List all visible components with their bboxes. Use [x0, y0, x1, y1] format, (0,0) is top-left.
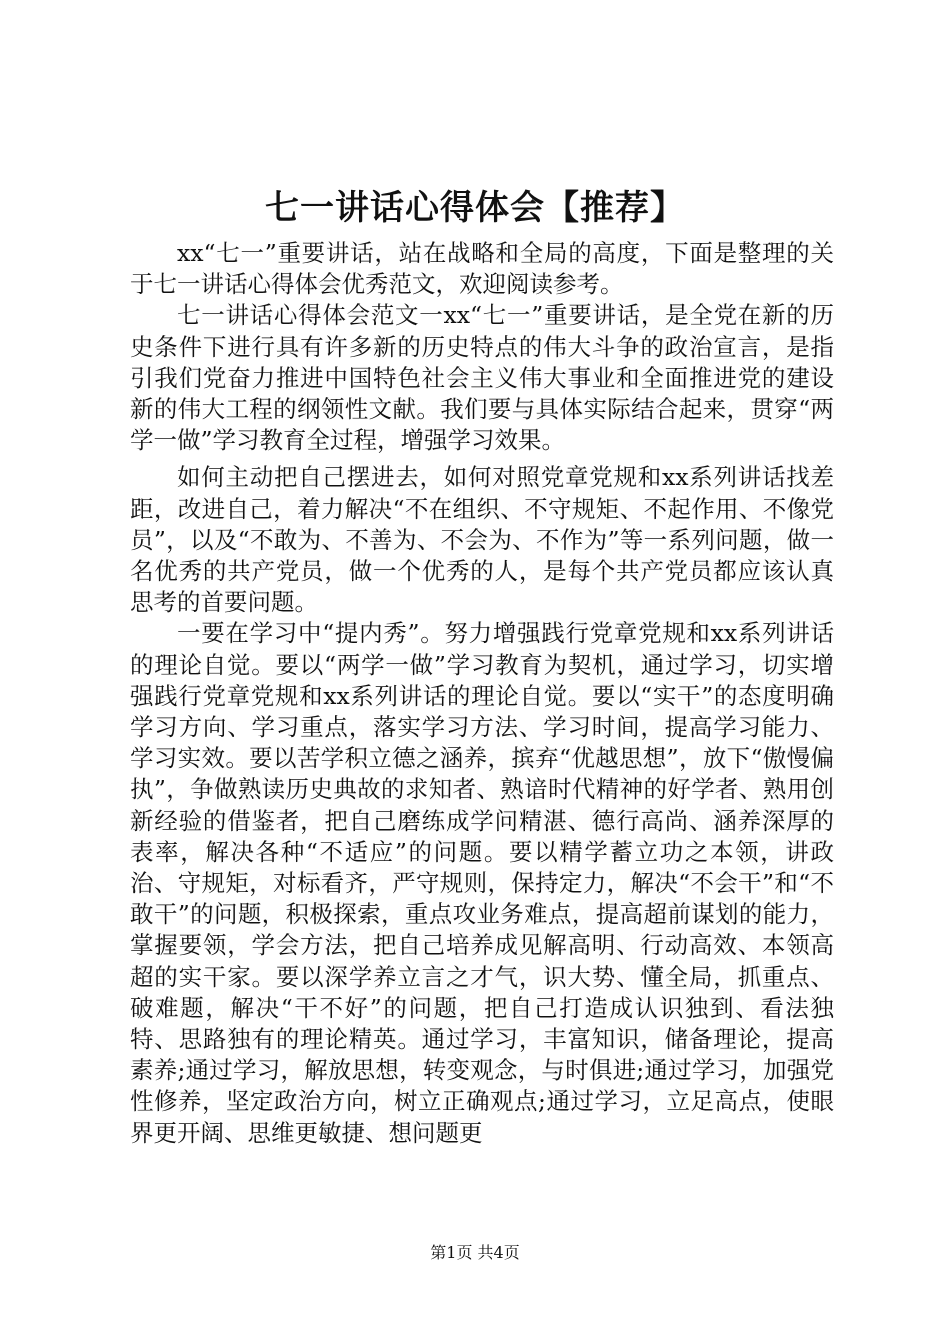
- page-number-footer: 第1页 共4页: [430, 1243, 520, 1262]
- paragraph-sample-one: 七一讲话心得体会范文一xx“七一”重要讲话，是全党在新的历史条件下进行具有许多新的历史特点的伟大斗争的政治宣言，是指引我们党奋力推进中国特色社会主义伟大事业和全面推进党的建设新的伟大工程的纲领性文献。我们要与具体实际结合起来，贯穿“两学一做”学习教育全过程，增强学习效果。: [130, 301, 834, 455]
- document-title: 七一讲话心得体会【推荐】: [265, 188, 685, 228]
- document-body: [130, 238, 834, 1149]
- paragraph-self-reflection: 如何主动把自己摆进去，如何对照党章党规和xx系列讲话找差距，改进自己，着力解决“不在组织、不守规矩、不起作用、不像党员”，以及“不敢为、不善为、不会为、不作为”等一系列问题，做一名优秀的共产党员，做一个优秀的人，是每个共产党员都应该认真思考的首要问题。: [130, 463, 834, 617]
- paragraph-intro: xx“七一”重要讲话，站在战略和全局的高度，下面是整理的关于七一讲话心得体会优秀范文，欢迎阅读参考。: [130, 239, 834, 299]
- paragraph-study: 一要在学习中“提内秀”。努力增强践行党章党规和xx系列讲话的理论自觉。要以“两学一做”学习教育为契机，通过学习，切实增强践行党章党规和xx系列讲话的理论自觉。要以“实干”的态度明确学习方向、学习重点，落实学习方法、学习时间，提高学习能力、学习实效。要以苦学积立德之涵养，摈弃“优越思想”，放下“傲慢偏执”，争做熟读历史典故的求知者、熟谙时代精神的好学者、熟用创新经验的借鉴者，把自己磨练成学问精湛、德行高尚、涵养深厚的表率，解决各种“不适应”的问题。要以精学蓄立功之本领，讲政治、守规矩，对标看齐，严守规则，保持定力，解决“不会干”和“不敢干”的问题，积极探索，重点攻业务难点，提高超前谋划的能力，掌握要领，学会方法，把自己培养成见解高明、行动高效、本领高超的实干家。要以深学养立言之才气，识大势、懂全局，抓重点、破难题，解决“干不好”的问题，把自己打造成认识独到、看法独特、思路独有的理论精英。通过学习，丰富知识，储备理论，提高素养;通过学习，解放思想，转变观念，与时俱进;通过学习，加强党性修养，坚定政治方向，树立正确观点;通过学习，立足高点，使眼界更开阔、思维更敏捷、想问题更: [130, 619, 834, 1147]
